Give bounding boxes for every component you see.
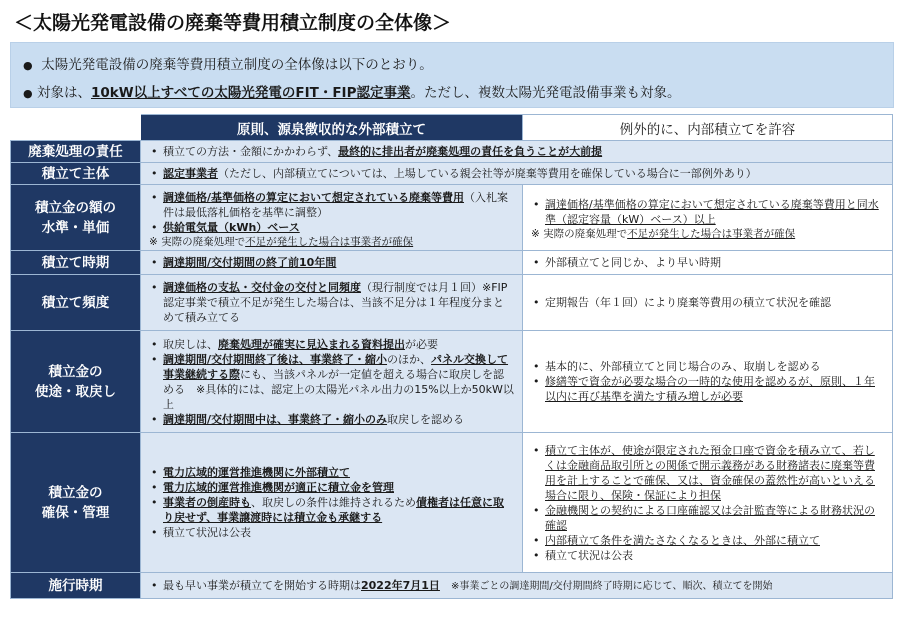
cell-subject	[141, 163, 893, 185]
text-underline: 修繕等で資金が必要な場合の一時的な使用を認めるが、原則、１年以内に再び基準を満たす積み増しが必要	[545, 375, 875, 403]
text: （現行制度では月１回）※FIP認定事業で積立不足が発生した場合は、当該不足分は１年程度分まとめて積み立てる	[163, 281, 508, 324]
bullet-icon: ●	[23, 87, 33, 100]
cell-timing-internal	[523, 251, 893, 275]
text-emphasis: 事業者の倒産時も	[163, 496, 251, 509]
text: 取戻しを認める	[387, 412, 465, 426]
text-underline: 不足が発生した場合は事業者が確保	[627, 228, 796, 240]
cell-enforcement	[141, 573, 893, 599]
summary-text-2-post: 。ただし、複数太陽光発電設備事業も対象。	[410, 85, 681, 101]
text: のほか、	[387, 352, 432, 366]
text-emphasis: 最終的に排出者が廃棄処理の責任を負うことが大前提	[338, 145, 603, 158]
cell-timing-external	[141, 251, 523, 275]
text-emphasis: 債権者は任意に取り戻せず、事業譲渡時には積立金も承継する	[163, 496, 504, 524]
table-header-row	[11, 115, 893, 141]
bullet-icon: ●	[23, 59, 33, 72]
text: 基本的に、外部積立てと同じ場合のみ、取崩しを認める	[545, 360, 821, 373]
cell-frequency-external	[141, 275, 523, 331]
summary-line-1	[23, 53, 433, 73]
text-emphasis: 調達期間/交付期間の終了前10年間	[163, 256, 337, 269]
text: 最も早い事業が積立てを開始する時期は	[163, 578, 361, 592]
label-line: 確保・管理	[41, 504, 110, 521]
text: 、取戻しの条件は維持されるため	[251, 496, 416, 509]
note	[141, 235, 522, 249]
table-row	[11, 163, 893, 185]
row-label-frequency: 積立て頻度	[11, 275, 141, 331]
text-underline: 金融機関との契約による口座確認又は会計監査等による財務状況の確認	[545, 503, 875, 532]
text: にも、当該パネルが一定値を超える場合に取戻しを認める ※具体的には、認定上の太陽光パネル出力の15%以上か50kW以上	[163, 367, 514, 411]
text-emphasis: パネル交換して事業継続する際	[163, 352, 509, 381]
summary-line-2	[23, 81, 680, 101]
text-emphasis: 供給電気量（kWh）ベース	[163, 220, 300, 234]
text: 積立て状況は公表	[163, 526, 251, 539]
header-corner	[11, 115, 141, 141]
table-row	[11, 141, 893, 163]
text-emphasis: 調達価格の支払・交付金の交付と同頻度	[163, 281, 361, 294]
row-label-timing: 積立て時期	[11, 251, 141, 275]
cell-amount-internal	[523, 185, 893, 251]
text: （ただし、内部積立てについては、上場している親会社等が廃棄等費用を確保している場合に一部例外あり）	[218, 167, 757, 180]
header-internal: 例外的に、内部積立てを許容	[523, 115, 893, 141]
table-row	[11, 433, 893, 573]
note: ※事業ごとの調達期間/交付期間終了時期に応じて、順次、積立てを開始	[450, 580, 773, 592]
text: ※ 実際の廃棄処理で	[149, 235, 246, 248]
text-emphasis: 2022年7月1日	[361, 578, 440, 592]
note	[523, 227, 892, 241]
row-label-enforcement: 施行時期	[11, 573, 141, 599]
overview-table	[10, 114, 893, 599]
cell-management-internal	[523, 433, 893, 573]
text-emphasis: 認定事業者	[163, 167, 218, 180]
page-title: ＜太陽光発電設備の廃棄等費用積立制度の全体像＞	[14, 12, 452, 34]
text-underline: 不足が発生した場合は事業者が確保	[245, 235, 414, 248]
summary-box	[10, 42, 894, 108]
text: 積立て状況は公表	[545, 548, 633, 562]
row-label-responsibility: 廃棄処理の責任	[11, 141, 141, 163]
cell-frequency-internal	[523, 275, 893, 331]
text-underline: 調達価格/基準価格の算定において想定されている廃棄等費用と同水準（認定容量（kW）ベース）以上	[545, 198, 879, 226]
text-underline: 積立て主体が、使途が限定された預金口座で資金を積み立て、若しくは金融商品取引所との関係で開示義務がある財務諸表に廃棄等費用を計上することで確保、又は、資金確保の蓋然性が高いといえる場合に限り、保険・保証により担保	[545, 443, 875, 502]
table-row	[11, 185, 893, 251]
cell-management-external	[141, 433, 523, 573]
text-underline: 内部積立て条件を満たさなくなるときは、外部に積立て	[545, 533, 820, 547]
table-row	[11, 573, 893, 599]
text: 定期報告（年１回）により廃棄等費用の積立て状況を確認	[545, 296, 831, 309]
table-row	[11, 251, 893, 275]
text: （入札案件は最低落札価格を基準に調整）	[163, 190, 509, 219]
summary-text-2-highlight: 10kW以上すべての太陽光発電のFIT・FIP認定事業	[91, 85, 411, 101]
label-line: 積立金の	[48, 484, 103, 501]
cell-responsibility	[141, 141, 893, 163]
text: 外部積立てと同じか、より早い時期	[545, 256, 721, 269]
row-label-management	[11, 433, 141, 573]
table-row	[11, 275, 893, 331]
text: 取戻しは、	[163, 337, 218, 351]
row-label-subject: 積立て主体	[11, 163, 141, 185]
text: 積立ての方法・金額にかかわらず、	[163, 145, 339, 158]
row-label-amount	[11, 185, 141, 251]
text: が必要	[405, 337, 438, 351]
text-emphasis: 電力広域的運営推進機関が適正に積立金を管理	[163, 481, 394, 494]
summary-text-2-pre: 対象は、	[37, 85, 91, 101]
text-emphasis: 調達期間/交付期間終了後は、事業終了・縮小	[163, 352, 388, 366]
text-emphasis: 電力広域的運営推進機関に外部積立て	[163, 466, 350, 479]
text: ※ 実際の廃棄処理で	[531, 228, 628, 240]
label-line: 積立金の額の	[35, 199, 116, 216]
row-label-usage	[11, 331, 141, 433]
text-emphasis: 廃棄処理が確実に見込まれる資料提出	[218, 337, 405, 351]
text-emphasis: 調達価格/基準価格の算定において想定されている廃棄等費用	[163, 190, 465, 204]
cell-usage-internal	[523, 331, 893, 433]
cell-amount-external	[141, 185, 523, 251]
table-row	[11, 331, 893, 433]
header-external: 原則、源泉徴収的な外部積立て	[141, 115, 523, 141]
label-line: 水準・単価	[41, 219, 110, 236]
label-line: 積立金の	[48, 363, 103, 380]
text-emphasis: 調達期間/交付期間中は、事業終了・縮小のみ	[163, 412, 388, 426]
cell-usage-external	[141, 331, 523, 433]
summary-text-1: 太陽光発電設備の廃棄等費用積立制度の全体像は以下のとおり。	[41, 57, 433, 73]
label-line: 使途・取戻し	[35, 383, 116, 400]
